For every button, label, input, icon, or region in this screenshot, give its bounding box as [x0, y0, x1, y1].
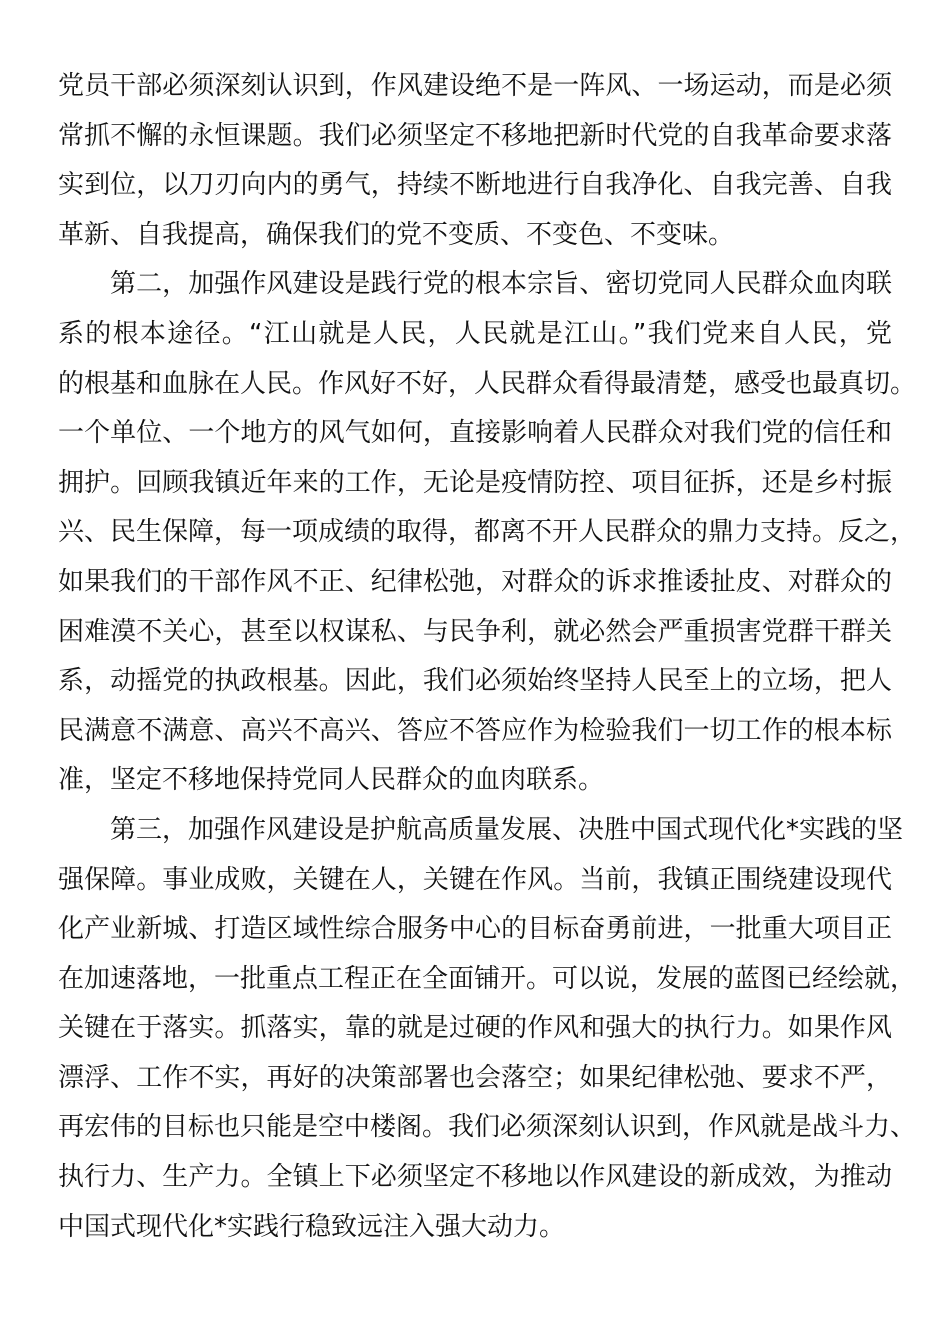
- document-body: [58, 62, 917, 1252]
- text-line: 第二，加强作风建设是践行党的根本宗旨、密切党同人民群众血肉联: [110, 269, 892, 300]
- text-line: 一个单位、一个地方的风气如何，直接影响着人民群众对我们党的信任和: [58, 418, 892, 449]
- text-line: 常抓不懈的永恒课题。我们必须坚定不移地把新时代党的自我革命要求落: [58, 120, 892, 151]
- paragraph-continued: [58, 62, 892, 260]
- text-line: 的根基和血脉在人民。作风好不好，人民群众看得最清楚，感受也最真切。: [58, 368, 917, 399]
- text-line: 执行力、生产力。全镇上下必须坚定不移地以作风建设的新成效，为推动: [58, 1162, 892, 1193]
- text-line: 准，坚定不移地保持党同人民群众的血肉联系。: [58, 765, 605, 796]
- text-line: 化产业新城、打造区域性综合服务中心的目标奋勇前进，一批重大项目正: [58, 914, 892, 945]
- text-line: 如果我们的干部作风不正、纪律松弛，对群众的诉求推诿扯皮、对群众的: [58, 566, 892, 597]
- text-line: 再宏伟的目标也只能是空中楼阁。我们必须深刻认识到，作风就是战斗力、: [58, 1112, 917, 1143]
- text-line: 实到位，以刀刃向内的勇气，持续不断地进行自我净化、自我完善、自我: [58, 170, 892, 201]
- text-line: 民满意不满意、高兴不高兴、答应不答应作为检验我们一切工作的根本标: [58, 715, 892, 746]
- text-line: 党员干部必须深刻认识到，作风建设绝不是一阵风、一场运动，而是必须: [58, 71, 892, 101]
- text-line: 兴、民生保障，每一项成绩的取得，都离不开人民群众的鼎力支持。反之，: [58, 517, 917, 548]
- text-line: 拥护。回顾我镇近年来的工作，无论是疫情防控、项目征拆，还是乡村振: [58, 467, 892, 498]
- text-line: 中国式现代化*实践行稳致远注入强大动力。: [58, 1211, 566, 1242]
- text-line: 关键在于落实。抓落实，靠的就是过硬的作风和强大的执行力。如果作风: [58, 1013, 892, 1044]
- paragraph-third: [58, 806, 917, 1252]
- text-line: 系，动摇党的执政根基。因此，我们必须始终坚持人民至上的立场，把人: [58, 666, 892, 697]
- text-line: 系的根本途径。“江山就是人民，人民就是江山。”我们党来自人民，党: [58, 318, 892, 349]
- text-line: 在加速落地，一批重点工程正在全面铺开。可以说，发展的蓝图已经绘就，: [58, 963, 917, 994]
- paragraph-second: [58, 260, 917, 806]
- text-line: 困难漠不关心，甚至以权谋私、与民争利，就必然会严重损害党群干群关: [58, 616, 892, 647]
- text-line: 漂浮、工作不实，再好的决策部署也会落空；如果纪律松弛、要求不严，: [58, 1062, 892, 1093]
- text-line: 强保障。事业成败，关键在人，关键在作风。当前，我镇正围绕建设现代: [58, 864, 892, 895]
- text-line: 第三，加强作风建设是护航高质量发展、决胜中国式现代化*实践的坚: [110, 814, 904, 845]
- text-line: 革新、自我提高，确保我们的党不变质、不变色、不变味。: [58, 219, 735, 250]
